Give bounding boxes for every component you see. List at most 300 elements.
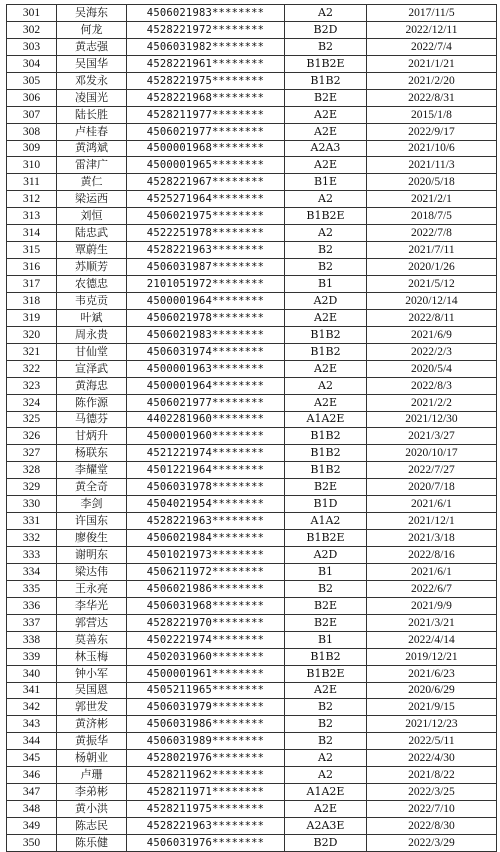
date-cell: 2022/8/3 — [367, 377, 497, 394]
serial-number-cell: 316 — [7, 259, 57, 276]
table-row — [7, 309, 497, 326]
table-row — [7, 580, 497, 597]
id-number-cell: 4506021983******** — [127, 326, 285, 343]
license-class-cell: B1B2E — [285, 208, 367, 225]
date-cell: 2019/12/21 — [367, 648, 497, 665]
serial-number-cell: 305 — [7, 72, 57, 89]
id-number-cell: 4528221975******** — [127, 72, 285, 89]
name-cell: 农德忠 — [57, 276, 127, 293]
id-number-cell: 4528221963******** — [127, 242, 285, 259]
date-cell: 2020/12/14 — [367, 292, 497, 309]
name-cell: 刘恒 — [57, 208, 127, 225]
name-cell: 莫善东 — [57, 631, 127, 648]
date-cell: 2018/7/5 — [367, 208, 497, 225]
license-class-cell: A1A2 — [285, 513, 367, 530]
serial-number-cell: 304 — [7, 55, 57, 72]
id-number-cell: 4500001965******** — [127, 157, 285, 174]
date-cell: 2022/9/17 — [367, 123, 497, 140]
name-cell: 何龙 — [57, 21, 127, 38]
date-cell: 2021/6/9 — [367, 326, 497, 343]
license-class-cell: B1B2 — [285, 326, 367, 343]
table-row — [7, 343, 497, 360]
name-cell: 李弟彬 — [57, 784, 127, 801]
serial-number-cell: 307 — [7, 106, 57, 123]
license-class-cell: A2 — [285, 225, 367, 242]
date-cell: 2021/11/3 — [367, 157, 497, 174]
name-cell: 马德芬 — [57, 411, 127, 428]
name-cell: 卢珊 — [57, 767, 127, 784]
serial-number-cell: 318 — [7, 292, 57, 309]
name-cell: 陆长胜 — [57, 106, 127, 123]
table-row — [7, 38, 497, 55]
license-class-cell: B2E — [285, 597, 367, 614]
serial-number-cell: 303 — [7, 38, 57, 55]
date-cell: 2021/6/1 — [367, 563, 497, 580]
table-body — [7, 5, 497, 852]
date-cell: 2022/8/11 — [367, 309, 497, 326]
table-row — [7, 21, 497, 38]
id-number-cell: 4502221974******** — [127, 631, 285, 648]
serial-number-cell: 329 — [7, 479, 57, 496]
id-number-cell: 4505211965******** — [127, 682, 285, 699]
license-class-cell: B1D — [285, 496, 367, 513]
id-number-cell: 4528211971******** — [127, 784, 285, 801]
serial-number-cell: 302 — [7, 21, 57, 38]
date-cell: 2022/4/14 — [367, 631, 497, 648]
serial-number-cell: 344 — [7, 733, 57, 750]
license-class-cell: B1 — [285, 563, 367, 580]
license-class-cell: A2E — [285, 106, 367, 123]
serial-number-cell: 330 — [7, 496, 57, 513]
date-cell: 2020/1/26 — [367, 259, 497, 276]
license-class-cell: B2 — [285, 716, 367, 733]
name-cell: 邓发永 — [57, 72, 127, 89]
license-class-cell: B1B2 — [285, 72, 367, 89]
date-cell: 2022/8/31 — [367, 89, 497, 106]
id-number-cell: 4528221970******** — [127, 614, 285, 631]
license-class-cell: A2 — [285, 377, 367, 394]
id-number-cell: 4528211975******** — [127, 801, 285, 818]
id-number-cell: 2101051972******** — [127, 276, 285, 293]
id-number-cell: 4506031989******** — [127, 733, 285, 750]
table-row — [7, 411, 497, 428]
id-number-cell: 4500001961******** — [127, 665, 285, 682]
id-number-cell: 4402281960******** — [127, 411, 285, 428]
table-row — [7, 496, 497, 513]
date-cell: 2020/6/29 — [367, 682, 497, 699]
name-cell: 李剑 — [57, 496, 127, 513]
name-cell: 李华光 — [57, 597, 127, 614]
license-class-cell: A2E — [285, 801, 367, 818]
id-number-cell: 4506021984******** — [127, 530, 285, 547]
serial-number-cell: 327 — [7, 445, 57, 462]
date-cell: 2022/7/8 — [367, 225, 497, 242]
name-cell: 杨联东 — [57, 445, 127, 462]
name-cell: 周永贵 — [57, 326, 127, 343]
table-row — [7, 631, 497, 648]
table-row — [7, 462, 497, 479]
name-cell: 苏顺芳 — [57, 259, 127, 276]
serial-number-cell: 313 — [7, 208, 57, 225]
table-row — [7, 225, 497, 242]
serial-number-cell: 339 — [7, 648, 57, 665]
id-number-cell: 4500001968******** — [127, 140, 285, 157]
id-number-cell: 4528021976******** — [127, 750, 285, 767]
id-number-cell: 4528221963******** — [127, 818, 285, 835]
date-cell: 2021/2/2 — [367, 394, 497, 411]
table-row — [7, 801, 497, 818]
id-number-cell: 4506031976******** — [127, 834, 285, 851]
name-cell: 许国东 — [57, 513, 127, 530]
license-class-cell: B2 — [285, 38, 367, 55]
name-cell: 谢明东 — [57, 547, 127, 564]
table-row — [7, 191, 497, 208]
date-cell: 2021/7/11 — [367, 242, 497, 259]
id-number-cell: 4506031982******** — [127, 38, 285, 55]
license-class-cell: A2A3E — [285, 818, 367, 835]
date-cell: 2021/8/22 — [367, 767, 497, 784]
license-class-cell: A2E — [285, 682, 367, 699]
id-number-cell: 4506031986******** — [127, 716, 285, 733]
id-number-cell: 4506031978******** — [127, 479, 285, 496]
name-cell: 韦克贡 — [57, 292, 127, 309]
date-cell: 2022/3/25 — [367, 784, 497, 801]
name-cell: 黄振华 — [57, 733, 127, 750]
table-row — [7, 106, 497, 123]
license-class-cell: B2 — [285, 699, 367, 716]
serial-number-cell: 347 — [7, 784, 57, 801]
license-class-cell: B1B2 — [285, 445, 367, 462]
id-number-cell: 4528221968******** — [127, 89, 285, 106]
table-row — [7, 174, 497, 191]
serial-number-cell: 301 — [7, 5, 57, 22]
date-cell: 2021/12/30 — [367, 411, 497, 428]
serial-number-cell: 322 — [7, 360, 57, 377]
serial-number-cell: 317 — [7, 276, 57, 293]
serial-number-cell: 320 — [7, 326, 57, 343]
table-row — [7, 72, 497, 89]
serial-number-cell: 325 — [7, 411, 57, 428]
serial-number-cell: 308 — [7, 123, 57, 140]
date-cell: 2021/3/18 — [367, 530, 497, 547]
serial-number-cell: 349 — [7, 818, 57, 835]
serial-number-cell: 332 — [7, 530, 57, 547]
name-cell: 覃蔚生 — [57, 242, 127, 259]
date-cell: 2021/2/20 — [367, 72, 497, 89]
table-row — [7, 818, 497, 835]
serial-number-cell: 333 — [7, 547, 57, 564]
table-row — [7, 597, 497, 614]
serial-number-cell: 306 — [7, 89, 57, 106]
id-number-cell: 4504021954******** — [127, 496, 285, 513]
table-row — [7, 479, 497, 496]
name-cell: 黄海忠 — [57, 377, 127, 394]
id-number-cell: 4506031979******** — [127, 699, 285, 716]
name-cell: 李耀堂 — [57, 462, 127, 479]
serial-number-cell: 346 — [7, 767, 57, 784]
serial-number-cell: 321 — [7, 343, 57, 360]
table-row — [7, 326, 497, 343]
license-class-cell: A2 — [285, 191, 367, 208]
id-number-cell: 4506211972******** — [127, 563, 285, 580]
date-cell: 2021/10/6 — [367, 140, 497, 157]
id-number-cell: 4500001964******** — [127, 292, 285, 309]
date-cell: 2021/12/23 — [367, 716, 497, 733]
serial-number-cell: 312 — [7, 191, 57, 208]
license-class-cell: A2E — [285, 123, 367, 140]
license-class-cell: B1 — [285, 631, 367, 648]
serial-number-cell: 341 — [7, 682, 57, 699]
name-cell: 廖俊生 — [57, 530, 127, 547]
date-cell: 2021/12/1 — [367, 513, 497, 530]
name-cell: 陈志民 — [57, 818, 127, 835]
id-number-cell: 4506021983******** — [127, 5, 285, 22]
license-class-cell: B2E — [285, 614, 367, 631]
license-class-cell: B2 — [285, 580, 367, 597]
name-cell: 郭世发 — [57, 699, 127, 716]
license-class-cell: B2D — [285, 834, 367, 851]
table-row — [7, 513, 497, 530]
date-cell: 2021/9/15 — [367, 699, 497, 716]
serial-number-cell: 348 — [7, 801, 57, 818]
date-cell: 2021/3/21 — [367, 614, 497, 631]
serial-number-cell: 324 — [7, 394, 57, 411]
date-cell: 2022/7/4 — [367, 38, 497, 55]
serial-number-cell: 323 — [7, 377, 57, 394]
license-class-cell: A1A2E — [285, 411, 367, 428]
table-row — [7, 733, 497, 750]
table-row — [7, 547, 497, 564]
license-class-cell: A2E — [285, 394, 367, 411]
id-number-cell: 4500001960******** — [127, 428, 285, 445]
id-number-cell: 4506031987******** — [127, 259, 285, 276]
table-row — [7, 259, 497, 276]
id-number-cell: 4506031968******** — [127, 597, 285, 614]
license-class-cell: A2 — [285, 5, 367, 22]
table-row — [7, 360, 497, 377]
name-cell: 陈作源 — [57, 394, 127, 411]
name-cell: 叶斌 — [57, 309, 127, 326]
license-class-cell: A2D — [285, 547, 367, 564]
license-class-cell: B2 — [285, 259, 367, 276]
date-cell: 2022/8/16 — [367, 547, 497, 564]
id-number-cell: 4528221961******** — [127, 55, 285, 72]
date-cell: 2020/5/18 — [367, 174, 497, 191]
serial-number-cell: 309 — [7, 140, 57, 157]
license-class-cell: B2E — [285, 479, 367, 496]
date-cell: 2021/6/23 — [367, 665, 497, 682]
id-number-cell: 4506031974******** — [127, 343, 285, 360]
id-number-cell: 4502031960******** — [127, 648, 285, 665]
name-cell: 林玉梅 — [57, 648, 127, 665]
license-class-cell: B2D — [285, 21, 367, 38]
license-class-cell: B1E — [285, 174, 367, 191]
table-row — [7, 5, 497, 22]
date-cell: 2022/4/30 — [367, 750, 497, 767]
license-class-cell: B2 — [285, 733, 367, 750]
serial-number-cell: 334 — [7, 563, 57, 580]
serial-number-cell: 337 — [7, 614, 57, 631]
license-class-cell: A2 — [285, 750, 367, 767]
date-cell: 2022/8/30 — [367, 818, 497, 835]
license-class-cell: B1B2E — [285, 55, 367, 72]
table-row — [7, 445, 497, 462]
table-row — [7, 140, 497, 157]
serial-number-cell: 328 — [7, 462, 57, 479]
table-row — [7, 242, 497, 259]
serial-number-cell: 310 — [7, 157, 57, 174]
license-class-cell: B2E — [285, 89, 367, 106]
name-cell: 黄小洪 — [57, 801, 127, 818]
name-cell: 凌国光 — [57, 89, 127, 106]
table-row — [7, 834, 497, 851]
id-number-cell: 4506021975******** — [127, 208, 285, 225]
license-class-cell: B1B2 — [285, 343, 367, 360]
license-class-cell: A2E — [285, 309, 367, 326]
name-cell: 郭营达 — [57, 614, 127, 631]
id-number-cell: 4500001964******** — [127, 377, 285, 394]
table-row — [7, 648, 497, 665]
serial-number-cell: 311 — [7, 174, 57, 191]
date-cell: 2022/12/11 — [367, 21, 497, 38]
serial-number-cell: 338 — [7, 631, 57, 648]
table-row — [7, 699, 497, 716]
license-class-cell: B1B2 — [285, 462, 367, 479]
id-number-cell: 4501021973******** — [127, 547, 285, 564]
date-cell: 2021/2/1 — [367, 191, 497, 208]
license-class-cell: A2E — [285, 360, 367, 377]
date-cell: 2021/3/27 — [367, 428, 497, 445]
date-cell: 2021/6/1 — [367, 496, 497, 513]
id-number-cell: 4521221974******** — [127, 445, 285, 462]
name-cell: 黄济彬 — [57, 716, 127, 733]
table-row — [7, 123, 497, 140]
name-cell: 梁达伟 — [57, 563, 127, 580]
date-cell: 2021/5/12 — [367, 276, 497, 293]
id-number-cell: 4500001963******** — [127, 360, 285, 377]
date-cell: 2022/7/27 — [367, 462, 497, 479]
name-cell: 黄鸿斌 — [57, 140, 127, 157]
table-row — [7, 208, 497, 225]
name-cell: 钟小军 — [57, 665, 127, 682]
serial-number-cell: 335 — [7, 580, 57, 597]
name-cell: 陈乐健 — [57, 834, 127, 851]
table-row — [7, 89, 497, 106]
table-row — [7, 614, 497, 631]
date-cell: 2017/11/5 — [367, 5, 497, 22]
date-cell: 2022/7/10 — [367, 801, 497, 818]
serial-number-cell: 343 — [7, 716, 57, 733]
license-class-cell: B1B2E — [285, 530, 367, 547]
serial-number-cell: 345 — [7, 750, 57, 767]
table-row — [7, 767, 497, 784]
date-cell: 2021/9/9 — [367, 597, 497, 614]
table-row — [7, 665, 497, 682]
date-cell: 2015/1/8 — [367, 106, 497, 123]
serial-number-cell: 340 — [7, 665, 57, 682]
id-number-cell: 4501221964******** — [127, 462, 285, 479]
license-class-cell: B1B2 — [285, 428, 367, 445]
table-row — [7, 530, 497, 547]
table-row — [7, 784, 497, 801]
license-class-cell: B2 — [285, 242, 367, 259]
date-cell: 2022/6/7 — [367, 580, 497, 597]
table-row — [7, 276, 497, 293]
serial-number-cell: 342 — [7, 699, 57, 716]
table-row — [7, 394, 497, 411]
license-class-cell: A1A2E — [285, 784, 367, 801]
name-cell: 黄仁 — [57, 174, 127, 191]
table-row — [7, 157, 497, 174]
name-cell: 甘仙堂 — [57, 343, 127, 360]
date-cell: 2022/2/3 — [367, 343, 497, 360]
name-cell: 吴国华 — [57, 55, 127, 72]
license-class-cell: B1 — [285, 276, 367, 293]
date-cell: 2020/10/17 — [367, 445, 497, 462]
id-number-cell: 4506021977******** — [127, 394, 285, 411]
name-cell: 宣泽武 — [57, 360, 127, 377]
serial-number-cell: 336 — [7, 597, 57, 614]
name-cell: 雷津广 — [57, 157, 127, 174]
license-class-cell: B1B2 — [285, 648, 367, 665]
name-cell: 陆忠武 — [57, 225, 127, 242]
date-cell: 2020/7/18 — [367, 479, 497, 496]
name-cell: 黄全奇 — [57, 479, 127, 496]
serial-number-cell: 315 — [7, 242, 57, 259]
license-class-cell: B1B2E — [285, 665, 367, 682]
serial-number-cell: 350 — [7, 834, 57, 851]
name-cell: 甘炳升 — [57, 428, 127, 445]
id-number-cell: 4528221963******** — [127, 513, 285, 530]
table-row — [7, 682, 497, 699]
date-cell: 2022/3/29 — [367, 834, 497, 851]
table-row — [7, 428, 497, 445]
table-row — [7, 563, 497, 580]
serial-number-cell: 319 — [7, 309, 57, 326]
table-row — [7, 716, 497, 733]
id-number-cell: 4528221972******** — [127, 21, 285, 38]
id-number-cell: 4528211977******** — [127, 106, 285, 123]
table-row — [7, 750, 497, 767]
id-number-cell: 4506021986******** — [127, 580, 285, 597]
table-row — [7, 292, 497, 309]
license-class-cell: A2E — [285, 157, 367, 174]
id-number-cell: 4506021978******** — [127, 309, 285, 326]
id-number-cell: 4522251978******** — [127, 225, 285, 242]
name-cell: 黄志强 — [57, 38, 127, 55]
date-cell: 2022/5/11 — [367, 733, 497, 750]
name-cell: 吴海东 — [57, 5, 127, 22]
id-number-cell: 4525271964******** — [127, 191, 285, 208]
license-class-cell: A2 — [285, 767, 367, 784]
id-number-cell: 4528211962******** — [127, 767, 285, 784]
name-cell: 王永亮 — [57, 580, 127, 597]
serial-number-cell: 331 — [7, 513, 57, 530]
name-cell: 杨朝业 — [57, 750, 127, 767]
table-row — [7, 55, 497, 72]
name-cell: 梁运西 — [57, 191, 127, 208]
date-cell: 2021/1/21 — [367, 55, 497, 72]
serial-number-cell: 326 — [7, 428, 57, 445]
table-row — [7, 377, 497, 394]
name-cell: 卢桂春 — [57, 123, 127, 140]
name-cell: 吴国恩 — [57, 682, 127, 699]
serial-number-cell: 314 — [7, 225, 57, 242]
date-cell: 2020/5/4 — [367, 360, 497, 377]
driver-license-table — [6, 4, 497, 852]
license-class-cell: A2A3 — [285, 140, 367, 157]
id-number-cell: 4528221967******** — [127, 174, 285, 191]
